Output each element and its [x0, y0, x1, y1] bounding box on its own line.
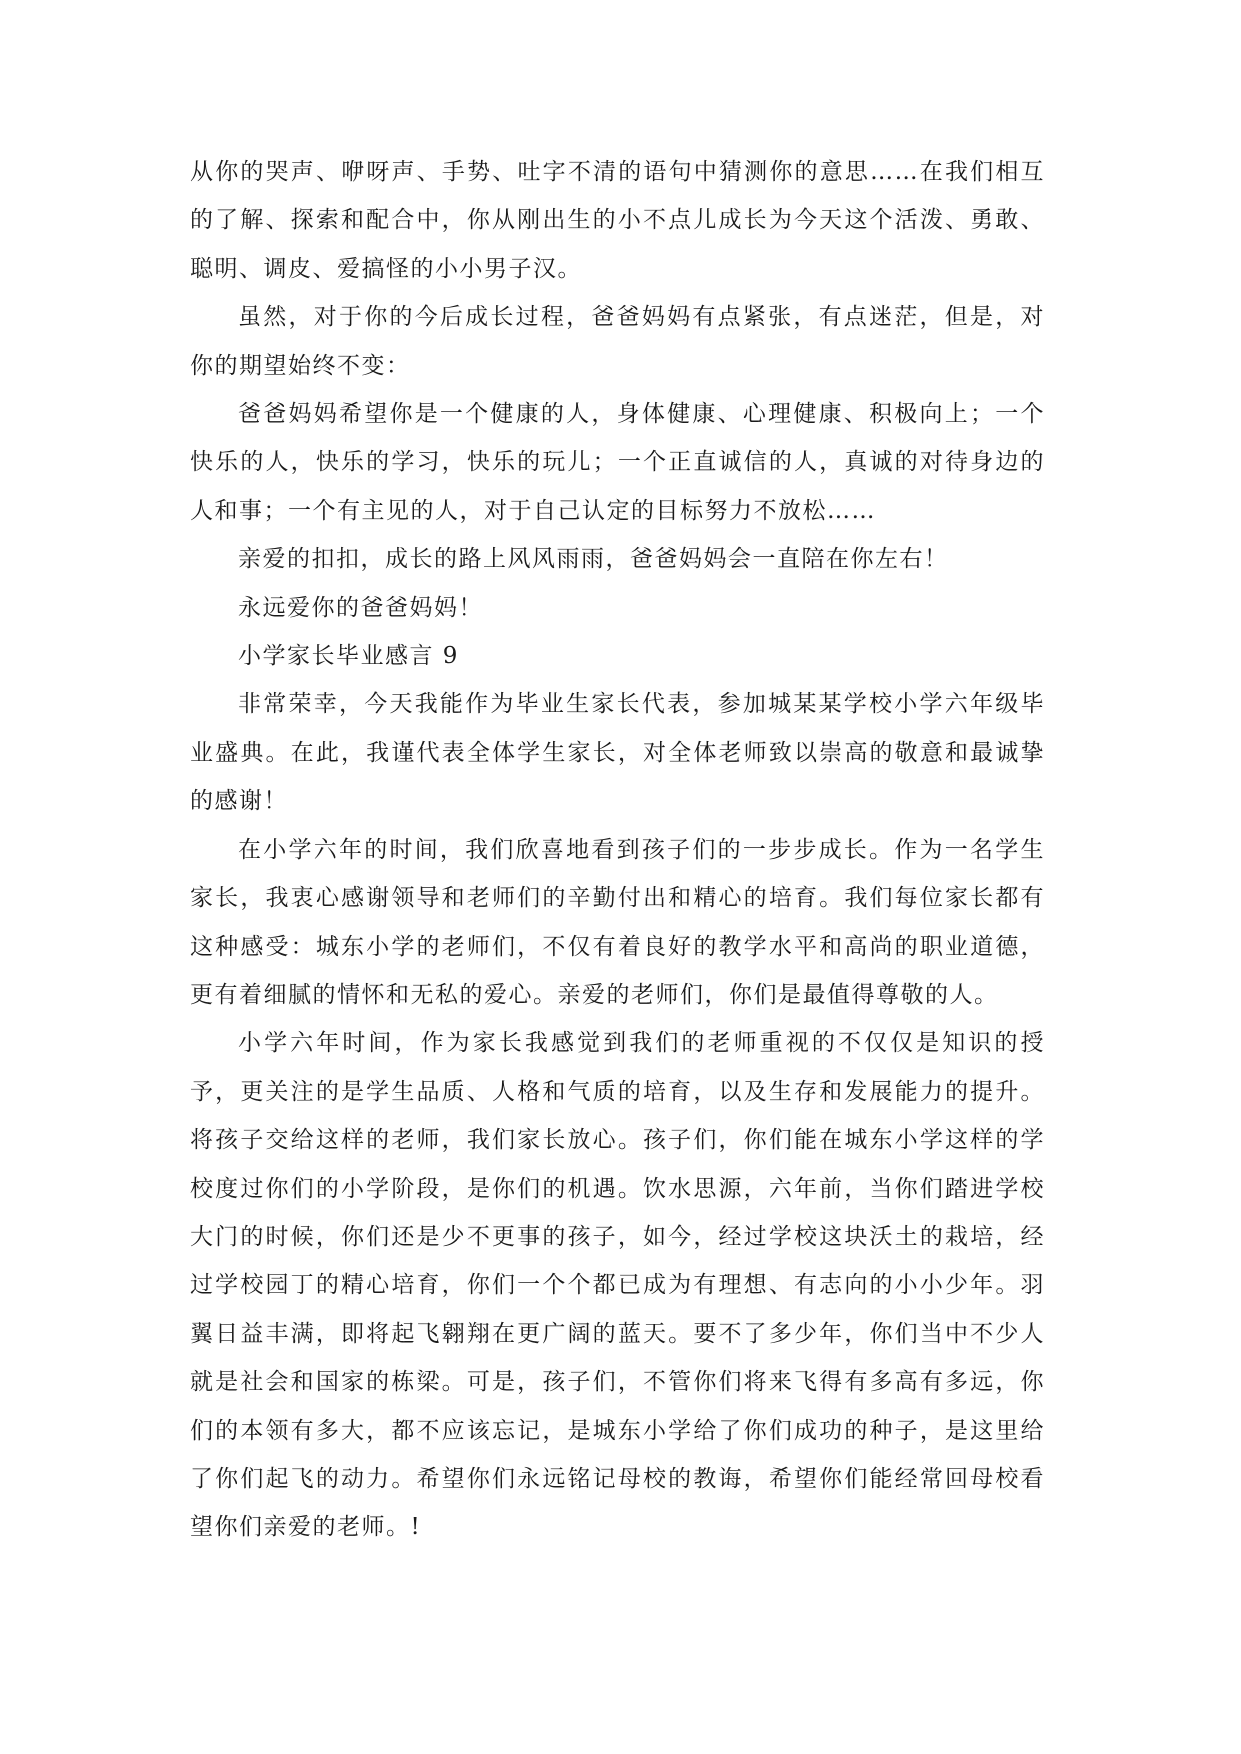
paragraph-7: 非常荣幸，今天我能作为毕业生家长代表，参加城某某学校小学六年级毕业盛典。在此，我谨代表全体学生家长，对全体老师致以崇高的敬意和最诚挚的感谢！ [190, 691, 1045, 815]
document-page [190, 148, 1045, 1552]
paragraph-8: 在小学六年的时间，我们欣喜地看到孩子们的一步步成长。作为一名学生家长，我衷心感谢领导和老师们的辛勤付出和精心的培育。我们每位家长都有这种感受：城东小学的老师们，不仅有着良好的教学水平和高尚的职业道德，更有着细腻的情怀和无私的爱心。亲爱的老师们，你们是最值得尊敬的人。 [190, 836, 1045, 1008]
paragraph-5: 永远爱你的爸爸妈妈！ [238, 594, 483, 621]
section-heading: 小学家长毕业感言 9 [238, 643, 459, 670]
paragraph-9: 小学六年时间，作为家长我感觉到我们的老师重视的不仅仅是知识的授予，更关注的是学生品质、人格和气质的培育，以及生存和发展能力的提升。将孩子交给这样的老师，我们家长放心。孩子们，你们能在城东小学这样的学校度过你们的小学阶段，是你们的机遇。饮水思源，六年前，当你们踏进学校大门的时候，你们还是少不更事的孩子，如今，经过学校这块沃土的栽培，经过学校园丁的精心培育，你们一个个都已成为有理想、有志向的小小少年。羽翼日益丰满，即将起飞翱翔在更广阔的蓝天。要不了多少年，你们当中不少人就是社会和国家的栋梁。可是，孩子们，不管你们将来飞得有多高有多远，你们的本领有多大，都不应该忘记，是城东小学给了你们成功的种子，是这里给了你们起飞的动力。希望你们永远铭记母校的教诲，希望你们能经常回母校看望你们亲爱的老师。! [190, 1030, 1045, 1541]
paragraph-3: 爸爸妈妈希望你是一个健康的人，身体健康、心理健康、积极向上；一个快乐的人，快乐的学习，快乐的玩儿；一个正直诚信的人，真诚的对待身边的人和事；一个有主见的人，对于自己认定的目标努力不放松…… [190, 401, 1045, 524]
paragraph-2: 虽然，对于你的今后成长过程，爸爸妈妈有点紧张，有点迷茫，但是，对你的期望始终不变： [190, 304, 1045, 379]
paragraph-4: 亲爱的扣扣，成长的路上风风雨雨，爸爸妈妈会一直陪在你左右！ [238, 546, 949, 573]
paragraph-1: 从你的哭声、咿呀声、手势、吐字不清的语句中猜测你的意思……在我们相互的了解、探索和配合中，你从刚出生的小不点儿成长为今天这个活泼、勇敢、聪明、调皮、爱搞怪的小小男子汉。 [190, 159, 1045, 282]
